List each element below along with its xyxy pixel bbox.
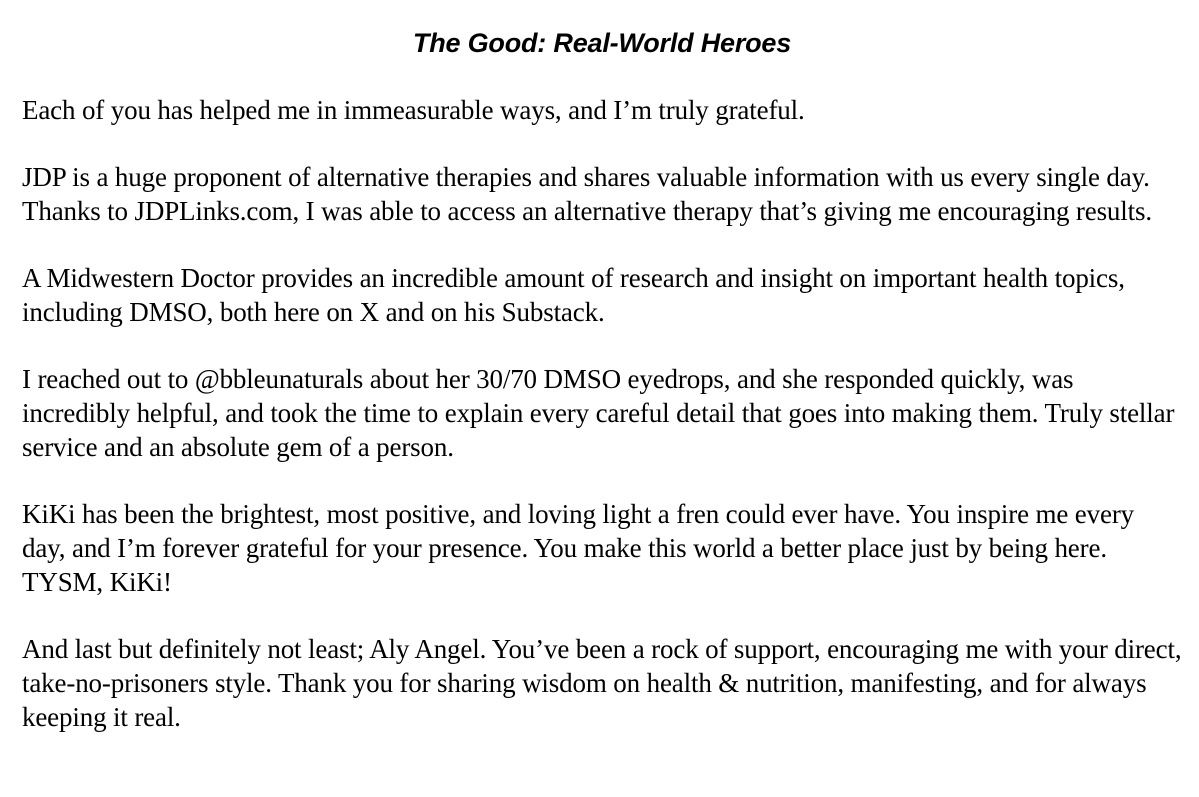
paragraph-aly-angel: And last but definitely not least; Aly Angel. You’ve been a rock of support, encouraging me with your direct, take-no-prisoners style. Thank you for sharing wisdom on health & nutrition, manifesting, and for always keeping it real. [22, 634, 1182, 732]
paragraph-jdp: JDP is a huge proponent of alternative therapies and shares valuable information with us every single day. Thanks to JDPLinks.com, I was able to access an alternative therapy that’s giving me encouraging results. [22, 162, 1152, 226]
document-page [22, 26, 1182, 734]
paragraph-bbleunaturals: I reached out to @bbleunaturals about her 30/70 DMSO eyedrops, and she responded quickly, was incredibly helpful, and took the time to explain every careful detail that goes into making them. Truly stellar service and an absolute gem of a person. [22, 364, 1175, 462]
paragraph-kiki: KiKi has been the brightest, most positive, and loving light a fren could ever have. You inspire me every day, and I’m forever grateful for your presence. You make this world a better place just by being here. TYSM, KiKi! [22, 499, 1135, 597]
paragraph-midwestern-doctor: A Midwestern Doctor provides an incredible amount of research and insight on important health topics, including DMSO, both here on X and on his Substack. [22, 263, 1125, 327]
paragraph-intro: Each of you has helped me in immeasurable ways, and I’m truly grateful. [22, 95, 805, 125]
document-title: The Good: Real-World Heroes [412, 28, 792, 58]
